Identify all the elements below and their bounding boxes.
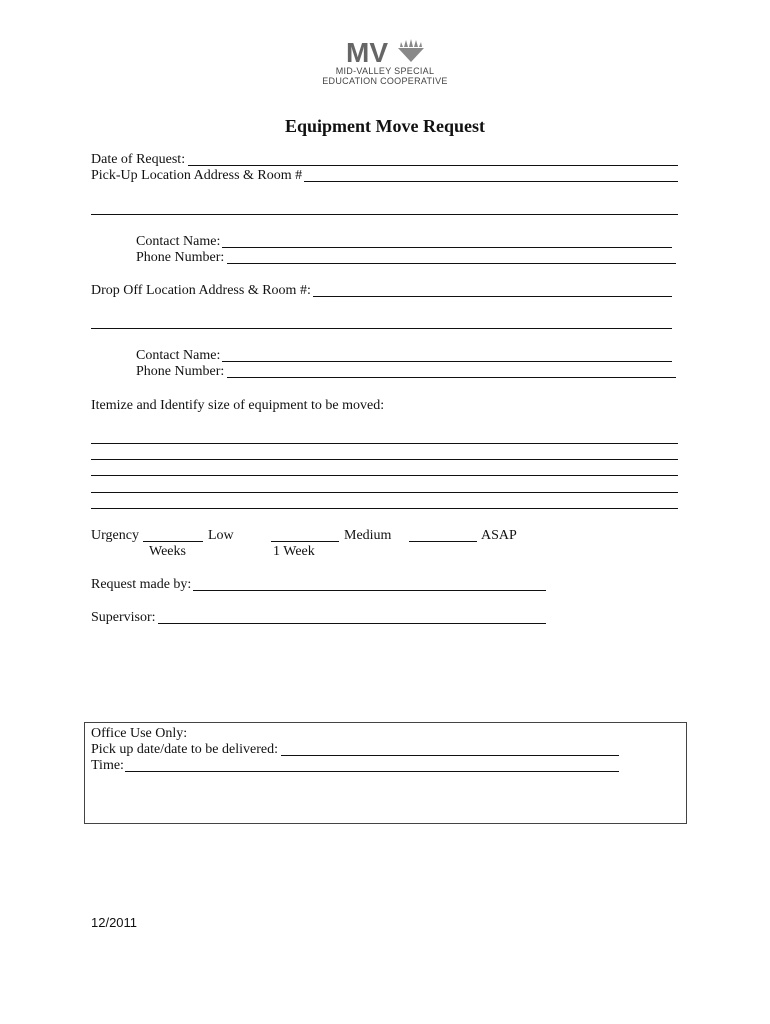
- urgency-medium-label: Medium: [344, 528, 392, 543]
- dropoff-contact-name-label: Contact Name:: [136, 348, 221, 363]
- office-time-label: Time:: [91, 758, 124, 773]
- urgency-label: Urgency: [91, 528, 139, 543]
- itemize-line-3[interactable]: [91, 475, 678, 476]
- itemize-label: Itemize and Identify size of equipment to be moved:: [91, 398, 385, 413]
- office-use-heading: Office Use Only:: [91, 726, 188, 741]
- logo-line-2: EDUCATION COOPERATIVE: [322, 76, 448, 86]
- logo: [310, 38, 460, 86]
- request-made-by-label: Request made by:: [91, 577, 192, 592]
- pickup-location-field[interactable]: [304, 181, 678, 182]
- footer-date: 12/2011: [91, 915, 138, 930]
- urgency-asap-label: ASAP: [481, 528, 517, 543]
- urgency-low-field[interactable]: [143, 541, 203, 542]
- pickup-contact-name-field[interactable]: [222, 247, 672, 248]
- pickup-contact-name-label: Contact Name:: [136, 234, 221, 249]
- office-use-box: [84, 722, 687, 824]
- date-of-request-label: Date of Request:: [91, 152, 186, 167]
- pickup-phone-field[interactable]: [227, 263, 676, 264]
- pickup-location-label: Pick-Up Location Address & Room #: [91, 168, 303, 183]
- logo-letters: MV: [346, 38, 388, 64]
- dropoff-location-label: Drop Off Location Address & Room #:: [91, 283, 311, 298]
- logo-line-1: MID-VALLEY SPECIAL: [335, 66, 435, 76]
- pickup-location-field-2[interactable]: [91, 214, 678, 215]
- itemize-line-5[interactable]: [91, 508, 678, 509]
- urgency-medium-sublabel: 1 Week: [273, 544, 315, 559]
- urgency-low-sublabel: Weeks: [149, 544, 186, 559]
- supervisor-label: Supervisor:: [91, 610, 156, 625]
- request-made-by-field[interactable]: [193, 590, 546, 591]
- supervisor-field[interactable]: [158, 623, 546, 624]
- urgency-low-label: Low: [208, 528, 234, 543]
- pickup-phone-label: Phone Number:: [136, 250, 225, 265]
- urgency-medium-field[interactable]: [271, 541, 339, 542]
- office-pickup-date-label: Pick up date/date to be delivered:: [91, 742, 278, 757]
- dropoff-location-field[interactable]: [313, 296, 672, 297]
- dropoff-location-field-2[interactable]: [91, 328, 672, 329]
- itemize-line-4[interactable]: [91, 492, 678, 493]
- office-time-field[interactable]: [125, 771, 619, 772]
- office-pickup-date-field[interactable]: [281, 755, 619, 756]
- urgency-asap-field[interactable]: [409, 541, 477, 542]
- itemize-line-1[interactable]: [91, 443, 678, 444]
- itemize-line-2[interactable]: [91, 459, 678, 460]
- dropoff-contact-name-field[interactable]: [222, 361, 672, 362]
- logo-mark-icon: [346, 38, 426, 64]
- dropoff-phone-label: Phone Number:: [136, 364, 225, 379]
- date-of-request-field[interactable]: [188, 165, 678, 166]
- page-title: Equipment Move Request: [284, 116, 485, 136]
- dropoff-phone-field[interactable]: [227, 377, 676, 378]
